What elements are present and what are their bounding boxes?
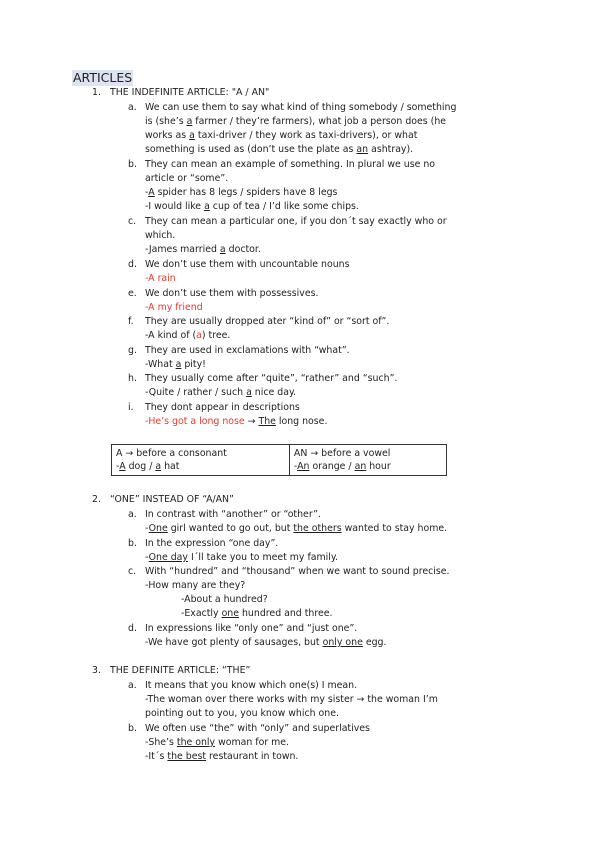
- item-1g-example: [145, 358, 206, 371]
- item-label: i.: [128, 402, 134, 413]
- item-2d-example: [145, 636, 387, 649]
- item-text: They are usually dropped ater “kind of” or “sort of”.: [145, 316, 390, 327]
- item-1f-example: [145, 329, 230, 342]
- underlined-text: a: [204, 201, 210, 212]
- underlined-text: One day: [148, 552, 188, 563]
- item-label: b.: [128, 538, 137, 549]
- a-an-table: [111, 444, 447, 476]
- heading-text: THE DEFINITE ARTICLE: “THE”: [110, 665, 251, 676]
- underlined-text: A: [119, 461, 126, 472]
- item-2a-line-1: [128, 508, 321, 521]
- heading-text: “ONE” INSTEAD OF “A/AN”: [110, 494, 234, 505]
- item-1g-line-1: [128, 344, 350, 357]
- underlined-text: an: [354, 461, 367, 472]
- text-run: ) tree.: [201, 330, 231, 341]
- cell-example: [294, 460, 442, 473]
- item-text: They dont appear in descriptions: [145, 402, 300, 413]
- item-label: g.: [128, 345, 137, 356]
- text-run: -: [293, 461, 298, 472]
- arrow-icon: →: [244, 416, 259, 427]
- item-1d-example: -A rain: [145, 273, 176, 284]
- item-label: d.: [128, 259, 137, 270]
- item-2a-example: [145, 522, 447, 535]
- underlined-text: An: [297, 461, 310, 472]
- text-run: -: [145, 187, 149, 198]
- item-text: In expressions like “only one” and “just one”.: [145, 623, 358, 634]
- item-1a-line-3: [145, 129, 417, 142]
- item-1e-line-1: [128, 287, 319, 300]
- text-run: -: [145, 552, 149, 563]
- section-number: 3.: [92, 665, 101, 676]
- section-number: 2.: [92, 494, 101, 505]
- section-2-heading: [92, 493, 234, 506]
- text-run: I´ll take you to meet my family.: [187, 552, 339, 563]
- text-run: cup of tea / I’d like some chips.: [209, 201, 359, 212]
- underlined-text: a: [189, 130, 195, 141]
- underlined-text: the only: [176, 737, 216, 748]
- table-row: [112, 445, 447, 476]
- item-text: They are used in exclamations with “what”.: [145, 345, 350, 356]
- item-1b-line-2: article or “some”.: [145, 173, 229, 184]
- section-number: 1.: [92, 87, 101, 98]
- page-title: ARTICLES: [73, 70, 133, 85]
- section-3-heading: [92, 664, 251, 677]
- underlined-text: the best: [167, 751, 207, 762]
- text-run: nice day.: [251, 387, 297, 398]
- text-run: woman for me.: [215, 737, 290, 748]
- item-text: We can use them to say what kind of thing somebody / something: [145, 102, 457, 113]
- underlined-text: a: [186, 116, 193, 127]
- item-label: b.: [128, 159, 137, 170]
- underlined-text: the others: [293, 523, 342, 534]
- item-label: a.: [128, 509, 137, 520]
- text-run: taxi-driver / they work as taxi-drivers), or what: [194, 130, 418, 141]
- cell-heading: A → before a consonant: [116, 448, 227, 459]
- item-2c-line-1: [128, 565, 450, 578]
- text-run: hundred and three.: [239, 608, 333, 619]
- underlined-text: one: [221, 608, 240, 619]
- text-run: works as: [145, 130, 190, 141]
- underlined-text: only one: [322, 637, 363, 648]
- item-text: In contrast with “another” or “other”.: [145, 509, 321, 520]
- item-text: We don’t use them with possessives.: [145, 288, 319, 299]
- item-2b-example: [145, 551, 338, 564]
- item-label: h.: [128, 373, 137, 384]
- text-run: doctor.: [225, 244, 261, 255]
- text-run: -She’s: [145, 737, 177, 748]
- text-run: something is used as (don’t use the plate as: [145, 144, 357, 155]
- text-run: -Exactly: [181, 608, 222, 619]
- item-text: We don’t use them with uncountable nouns: [145, 259, 350, 270]
- item-1b-line-1: [128, 158, 435, 171]
- item-3b-example-1: [145, 736, 289, 749]
- item-1d-line-1: [128, 258, 350, 271]
- item-3b-example-2: [145, 750, 298, 763]
- text-run: -A kind of (: [145, 330, 197, 341]
- item-label: a.: [128, 102, 137, 113]
- item-1b-line-3: [145, 186, 337, 199]
- red-text: a: [196, 330, 202, 341]
- item-label: c.: [128, 566, 137, 577]
- text-run: -I would like: [145, 201, 205, 212]
- item-text: We often use “the” with “only” and superlatives: [145, 723, 370, 734]
- underlined-text: The: [258, 416, 276, 427]
- table-cell-an: [289, 445, 446, 476]
- item-label: d.: [128, 623, 137, 634]
- item-label: c.: [128, 216, 137, 227]
- text-run: restaurant in town.: [206, 751, 299, 762]
- item-3a-line-1: [128, 679, 358, 692]
- item-3b-line-1: [128, 722, 370, 735]
- item-label: e.: [128, 288, 137, 299]
- text-run: -James married: [145, 244, 220, 255]
- item-label: a.: [128, 680, 137, 691]
- item-text: It means that you know which one(s) I mean.: [145, 680, 358, 691]
- underlined-text: a: [246, 387, 252, 398]
- cell-example: [116, 460, 285, 473]
- item-1c-line-2: which.: [145, 230, 176, 241]
- text-run: ashtray).: [368, 144, 414, 155]
- text-run: wanted to stay home.: [341, 523, 448, 534]
- text-run: -: [116, 461, 120, 472]
- item-1f-line-1: [128, 315, 390, 328]
- text-run: pity!: [181, 359, 206, 370]
- text-run: -It´s: [145, 751, 168, 762]
- item-1a-line-2: [145, 115, 446, 128]
- text-run: spider has 8 legs / spiders have 8 legs: [154, 187, 338, 198]
- underlined-text: One: [148, 523, 168, 534]
- item-3a-line-3: pointing out to you, you know which one.: [145, 708, 339, 719]
- item-2c-line-2: -How many are they?: [145, 580, 246, 591]
- item-2b-line-1: [128, 537, 279, 550]
- item-2c-line-4: [181, 607, 333, 620]
- underlined-text: a: [155, 461, 162, 472]
- item-label: b.: [128, 723, 137, 734]
- item-1i-line-1: [128, 401, 300, 414]
- underlined-text: an: [356, 144, 369, 155]
- item-1a-line-1: [128, 101, 457, 114]
- item-text: They usually come after “quite”, “rather” and “such”.: [145, 373, 398, 384]
- item-3a-line-2: -The woman over there works with my sister → the woman I’m: [145, 694, 438, 705]
- text-run: farmer / they’re farmers), what job a person does (he: [192, 116, 447, 127]
- item-1c-line-1: [128, 215, 447, 228]
- red-text: -He’s got a long nose: [145, 416, 245, 427]
- item-1b-line-4: [145, 200, 359, 213]
- text-run: -: [145, 523, 149, 534]
- text-run: dog /: [125, 461, 156, 472]
- text-run: girl wanted to go out, but: [167, 523, 294, 534]
- item-1h-example: [145, 386, 296, 399]
- item-1a-line-4: [145, 143, 413, 156]
- table-cell-a: [112, 445, 290, 476]
- item-label: f.: [128, 316, 134, 327]
- item-1c-line-3: [145, 243, 261, 256]
- text-run: -Quite / rather / such: [145, 387, 247, 398]
- text-run: -What: [145, 359, 176, 370]
- item-text: In the expression “one day”.: [145, 538, 279, 549]
- section-1-heading: [92, 86, 270, 99]
- item-1h-line-1: [128, 372, 398, 385]
- underlined-text: a: [219, 244, 226, 255]
- cell-heading: AN → before a vowel: [293, 448, 391, 459]
- text-run: long nose.: [275, 416, 328, 427]
- text-run: is (she’s: [145, 116, 187, 127]
- text-run: hour: [366, 461, 391, 472]
- text-run: -We have got plenty of sausages, but: [145, 637, 323, 648]
- heading-text: THE INDEFINITE ARTICLE: "A / AN": [110, 87, 270, 98]
- item-2d-line-1: [128, 622, 358, 635]
- item-text: They can mean a particular one, if you don´t say exactly who or: [145, 216, 447, 227]
- underlined-text: a: [175, 359, 182, 370]
- item-2c-line-3: -About a hundred?: [181, 594, 268, 605]
- text-run: hat: [161, 461, 180, 472]
- item-1e-example: -A my friend: [145, 302, 203, 313]
- text-run: egg.: [362, 637, 387, 648]
- text-run: orange /: [309, 461, 355, 472]
- item-1i-example: [145, 415, 327, 428]
- underlined-text: A: [148, 187, 155, 198]
- item-text: With “hundred” and “thousand” when we want to sound precise.: [145, 566, 450, 577]
- item-text: They can mean an example of something. In plural we use no: [145, 159, 435, 170]
